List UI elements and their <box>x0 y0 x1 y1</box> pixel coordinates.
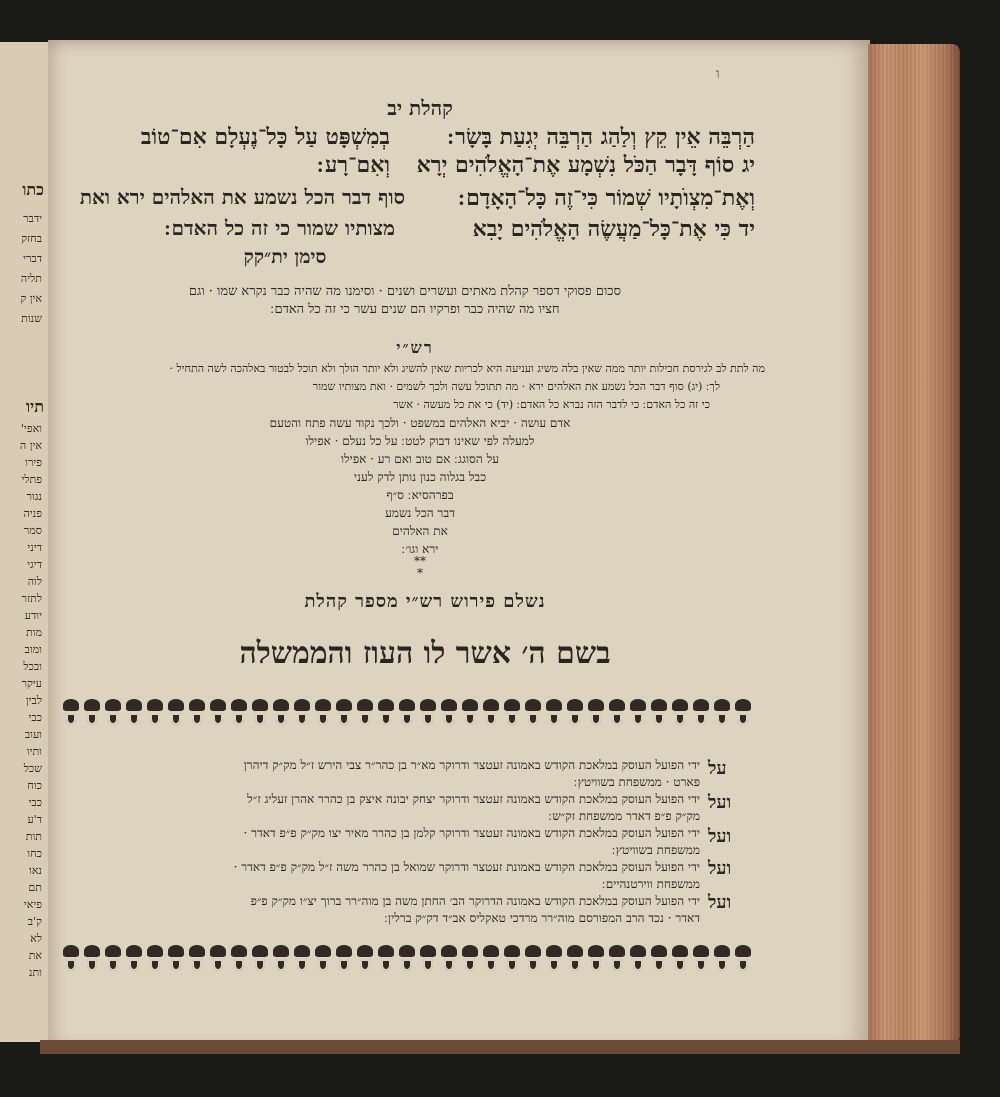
left-line: ואפי' <box>20 422 42 435</box>
colophon-line: ידי הפועל העוסק במלאכת הקודש באמונה זעטצר ודרוקר מא״ר בן כהר״ר צבי הירש ז״ל מק״ק דיהרן <box>243 758 700 772</box>
rashi-title: רש״י <box>396 338 434 357</box>
rashi-line: על הסוגג ׃ אם טוב ואם רע · אפילו <box>340 452 499 466</box>
rashi-line: דבר הכל נשמע <box>385 506 455 520</box>
left-line: ועוב <box>24 728 42 741</box>
left-line: כחו <box>27 847 42 860</box>
left-line: סמר <box>23 524 42 537</box>
colophon-label: ועל <box>708 892 732 913</box>
rashi-ornament-star: * <box>417 566 423 580</box>
verse-13-left: וְאִם־רָע ׃ <box>317 152 390 178</box>
left-line: פתלי <box>21 473 42 486</box>
colophon-line: דאדר · נכד הרב המפורסם מוה״רר מרדכי טאקליס אב״ד דק״ק ברלין ׃ <box>384 911 700 925</box>
rashi-line: אדם עושה · יביא האלהים במשפט · ולכך נקוד עשה פתח והטעם <box>269 416 571 430</box>
rashi-line: לך ׃ (יג) סוף דבר הכל נשמע את האלהים ירא · מה תתוכל עשה ולכך לשמים · ואת מצותיו שמור <box>312 380 720 393</box>
left-line: פיאי <box>23 898 42 911</box>
targum-line-2: מצותיו שמור כי זה כל האדם ׃ <box>164 216 395 240</box>
left-line: מות <box>25 626 42 639</box>
left-page-fragment <box>0 42 50 1042</box>
left-line: ק'ב <box>27 915 42 928</box>
left-line: כבי <box>28 796 42 809</box>
colophon-line: ממשפחת בשוויטץ ׃ <box>611 843 700 857</box>
left-line: שכל <box>23 762 42 775</box>
left-line: שנות <box>21 312 42 325</box>
rashi-line: כי זה כל האדם ׃ כי לדבר הזה נברא כל האדם ׃ (יד) כי את כל מעשה · אשר <box>393 398 710 411</box>
rashi-line: למעלה לפי שאינו דבוק לטט ׃ על כל נעלם · אפילו <box>305 434 535 448</box>
left-line: כבי <box>28 711 42 724</box>
left-line: ובכל <box>23 660 42 673</box>
rashi-line: ירא וגו׳ ׃ <box>401 542 439 556</box>
verse-11-left: בְמִשְׁפָּט עַל כָּל־נֶעְלָם אִם־טוֹב <box>140 124 390 150</box>
left-line: לבין <box>25 694 42 707</box>
rashi-line: בפרהסיא ׃ ס״ף <box>386 488 454 502</box>
colophon-line: מק״ק פ״פ דאדר ממשפחת זק״ש ׃ <box>548 809 700 823</box>
left-line: ומוב <box>24 643 42 656</box>
left-line: תם <box>28 881 42 894</box>
ornamental-border-bottom <box>62 940 752 976</box>
ornamental-border-top <box>62 694 752 730</box>
left-line: דברי <box>23 252 42 265</box>
colophon-line: ידי הפועל העוסק במלאכת הקודש באמונה זעטצר ודרוקר יצחק יבונה איצק בן כהרר אהרן זעליג ז״ל <box>247 792 700 806</box>
folio-mark: ו <box>716 66 720 82</box>
verse-13-right: יג סוֹף דָּבָר הַכֹּל נִשְׁמָע אֶת־הָאֱלֹהִים יְרָא <box>416 152 755 178</box>
left-line: את <box>28 949 42 962</box>
left-line: אין ק <box>20 292 42 305</box>
colophon-line: ידי הפועל העוסק במלאכת הקודש באמונת זעטצר ודרוקר שמואל בן כהרר משה ז״ל מק״ק פ״פ דאדר · <box>233 860 700 874</box>
running-head: קהלת יב <box>387 96 453 120</box>
left-line: לוה <box>27 575 42 588</box>
left-line: פירו <box>25 456 42 469</box>
left-line: אין ה <box>19 439 42 452</box>
left-line: ד'ע <box>27 813 42 826</box>
colophon-line: פארט · ממשפחת בשוויטץ ׃ <box>573 775 700 789</box>
colophon-line: ידי הפועל העוסק במלאכת הקודש באמונה זעטצר ודרוקר קלמן בן כהרר מאיר יצו מק״ק פ״פ דאדר · <box>243 826 700 840</box>
colophon-line: ידי הפועל העוסק במלאכת הקודש באמונה הדרוקר הב׳ החתן משה בן מוה״רר ברוך יצ״ו מק״ק פ״פ <box>250 894 700 908</box>
left-line: דיגי <box>27 558 42 571</box>
masorah-line-2: חציו מה שהיה כבר ופרקיו הם שנים עשר כי זה כל האדם ׃ <box>270 302 560 317</box>
left-line: תות <box>25 830 42 843</box>
verse-14-right: יד כִּי אֶת־כָּל־מַעֲשֶׂה הָאֱלֹהִים יָבִא <box>472 216 755 242</box>
verse-13b-right: וְאֶת־מִצְוֺתָיו שְׁמוֹר כִּי־זֶה כָּל־הָאָדָם ׃ <box>458 185 755 211</box>
colophon-label: ועל <box>708 858 732 879</box>
rashi-line: כבל בגלוה כנון נותן לדק לעני <box>353 470 487 484</box>
left-line: ידבר <box>23 212 42 225</box>
left-line: ותנ <box>28 966 42 979</box>
book-bottom-edge <box>40 1040 960 1054</box>
left-heading-1: כתו <box>22 180 44 199</box>
left-line: יודע <box>24 609 42 622</box>
left-line: תליה <box>20 272 42 285</box>
verse-11-right: הַרְבֵּה אֵין קֵץ וְלַהַג הַרְבֵּה יְגִעַת בָּשָׂר ׃ <box>447 124 755 150</box>
masorah-line-1: סכום פסוקי דספר קהלת מאתים ועשרים ושנים · וסימנו מה שהיה כבר נקרא שמו · וגם <box>188 284 622 299</box>
left-line: עיקר <box>21 677 42 690</box>
left-line: כוח <box>27 779 42 792</box>
colophon-line: ממשפחת ווירטנהיים ׃ <box>601 877 700 891</box>
rashi-ornament-stars: ** <box>414 554 426 568</box>
left-line: פניה <box>23 507 42 520</box>
left-line: נאו <box>29 864 42 877</box>
rashi-line: מה לתת לב לגירסת חכילות יותר ממה שאין בלה משיג ועניעה היא לכריות שאין להשיג ולא יותר הולך ולא תוכל לבטור באלהכה לשה התחיל · <box>169 362 765 375</box>
left-line: לתזר <box>21 592 42 605</box>
targum-line-1: סוף דבר הכל נשמע את האלהים ירא ואת <box>79 185 405 209</box>
left-line: נגור <box>26 490 42 503</box>
left-line: לא <box>30 932 42 945</box>
left-line: דיני <box>27 541 42 554</box>
commentary-end-line: נשלם פירוש רש״י מספר קהלת <box>304 591 546 612</box>
colophon-title: בשם ה׳ אשר לו העוז והממשלה <box>239 636 611 671</box>
rashi-line: את האלהים <box>392 524 448 538</box>
page-edges <box>868 44 960 1044</box>
left-heading-2: תיו <box>25 397 44 416</box>
left-line: בחזק <box>21 232 42 245</box>
colophon-label: ועל <box>708 826 732 847</box>
left-line: ותיו <box>26 745 42 758</box>
siman: סימן ית״קק <box>243 246 327 268</box>
colophon-label: ועל <box>708 792 732 813</box>
colophon-label: על <box>708 758 727 779</box>
